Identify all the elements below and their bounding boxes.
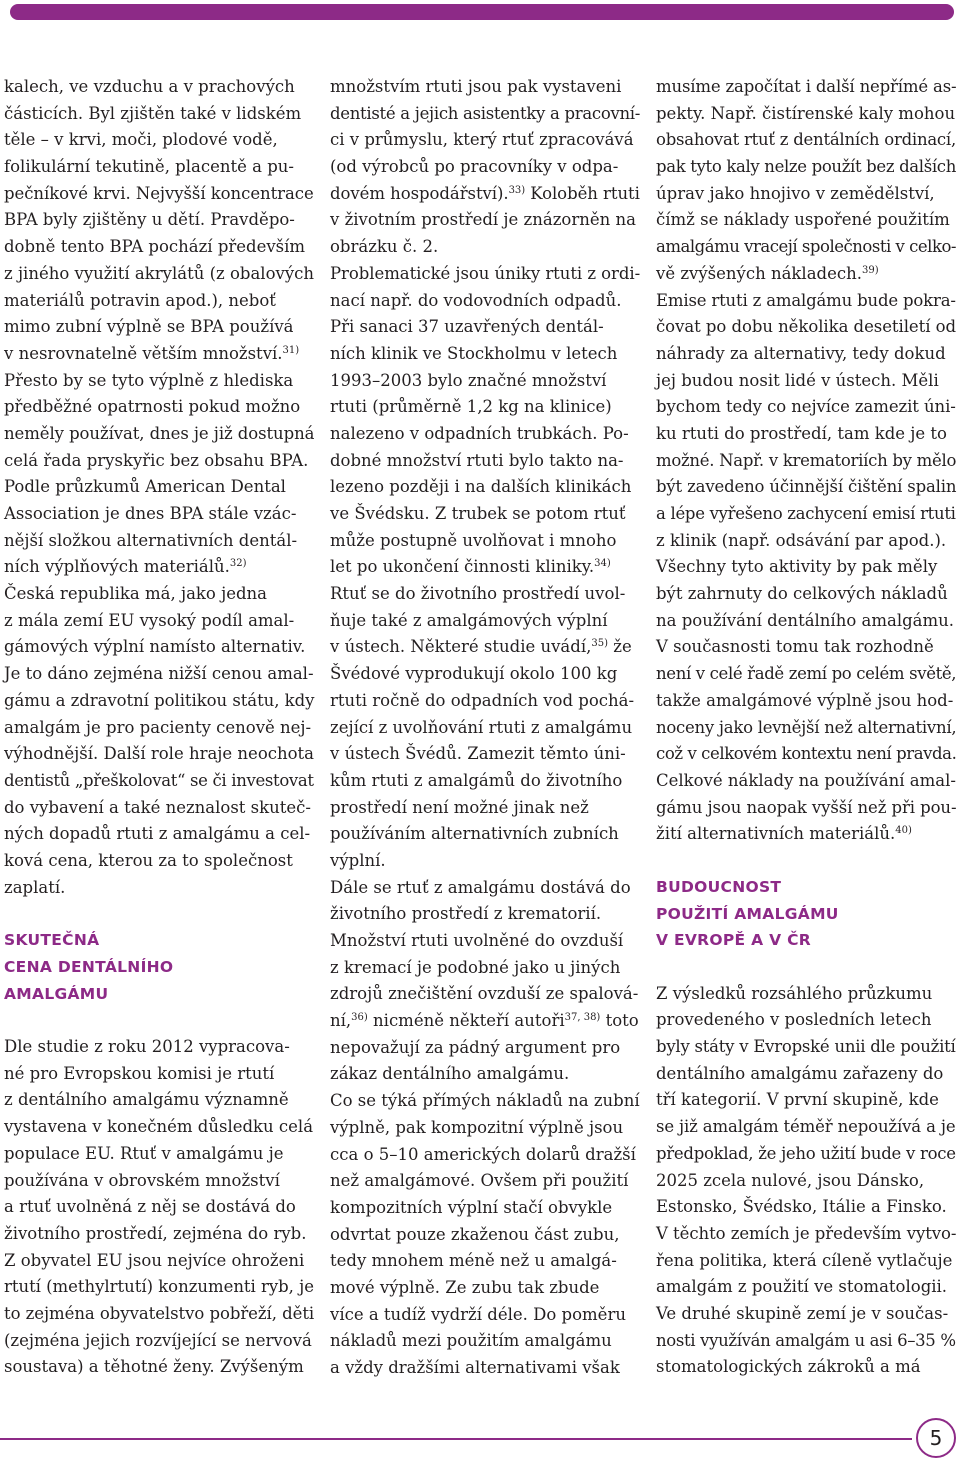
paragraph-line: životního prostředí z krematorií. (330, 904, 602, 924)
paragraph-line: dobně tento BPA pochází především (4, 237, 306, 257)
paragraph-line: Z výsledků rozsáhlého průzkumu (656, 983, 933, 1003)
paragraph-line: gámu a zdravotní politikou státu, kdy (4, 690, 315, 710)
section-heading-line: AMALGÁMU (4, 984, 109, 1003)
text-column-3 (656, 74, 956, 1381)
paragraph-line: stomatologických zákroků a má (656, 1357, 921, 1377)
paragraph-line: ních klinik ve Stockholmu v letech (330, 343, 618, 363)
paragraph-line: rtuti ročně do odpadních vod pochá- (330, 690, 635, 710)
paragraph-line: Association je dnes BPA stále vzác- (4, 504, 297, 523)
paragraph-line: né pro Evropskou komisi je rtutí (4, 1063, 275, 1083)
paragraph-line: se již amalgám téměř nepoužívá a je (656, 1117, 956, 1137)
paragraph-line: dentistů „přeškolovat“ se či investovat (4, 770, 314, 790)
paragraph-line: mové výplně. Ze zubu tak zbude (330, 1277, 600, 1297)
paragraph-line: mimo zubní výplně se BPA používá (4, 317, 294, 337)
citation-reference: 36) (351, 1012, 368, 1024)
paragraph-line: z mála zemí EU vysoký podíl amal- (4, 610, 295, 630)
paragraph-line: ku rtuti do prostředí, tam kde je to (656, 423, 947, 443)
paragraph-line: vystavena v konečném důsledku celá (4, 1117, 314, 1137)
paragraph-line: z kremací je podobné jako u jiných (330, 957, 621, 977)
paragraph-line (656, 821, 956, 848)
paragraph-line: pak tyto kaly nelze použít bez dalších (656, 157, 956, 177)
section-spacer (4, 1007, 314, 1034)
paragraph-line: zející z uvolňování rtuti z amalgámu (330, 717, 633, 737)
paragraph-line: Přesto by se tyto výplně z hlediska (4, 370, 294, 390)
text-segment: v ústech. Některé studie uvádí, (330, 637, 592, 657)
paragraph-line: (od výrobců po pracovníky v odpa- (330, 157, 619, 177)
paragraph-line: rtutí (methylrtutí) konzumenti ryb, je (4, 1277, 314, 1297)
paragraph-line: Celkové náklady na používání amal- (656, 770, 956, 790)
paragraph-line: pekty. Např. čistírenské kaly mohou (656, 103, 956, 123)
paragraph-line: těle – v krvi, moči, plodové vodě, (4, 130, 278, 150)
paragraph-line: zákaz dentálního amalgámu. (330, 1064, 570, 1084)
paragraph-line: což v celkovém kontextu není pravda. (656, 744, 957, 764)
text-column-1 (4, 74, 314, 1381)
text-segment: v nesrovnatelně větším množství. (4, 343, 283, 363)
paragraph-line: ci v průmyslu, který rtuť zpracovává (330, 130, 634, 150)
paragraph-line: kalech, ve vzduchu a v prachových (4, 77, 295, 96)
paragraph-line: ková cena, kterou za to společnost (4, 850, 293, 870)
paragraph-line: nací např. do vodovodních odpadů. (330, 290, 622, 310)
citation-reference: 39) (861, 264, 879, 276)
paragraph-line: z klinik (např. odsávání par apod.). (656, 530, 947, 550)
paragraph-line: v ústech Švédů. Zamezit těmto úni- (330, 744, 626, 764)
paragraph-line: kům rtuti z amalgámů do životního (330, 770, 623, 790)
paragraph-line: soustava) a těhotné ženy. Zvýšeným (4, 1357, 304, 1377)
paragraph-line: bychom tedy co nejvíce zamezit úni- (656, 397, 956, 417)
paragraph-line: amalgámu vracejí společnosti v celko- (656, 237, 956, 257)
section-heading-line: V EVROPĚ A V ČR (656, 931, 812, 950)
citation-reference: 34) (594, 558, 611, 570)
paragraph-line: (zejména jejich rozvíjející se nervová (4, 1330, 312, 1350)
paragraph-line: Všechny tyto aktivity by pak měly (656, 557, 938, 577)
paragraph-line: gámu jsou naopak vyšší než při pou- (656, 797, 957, 817)
paragraph-line: Emise rtuti z amalgámu bude pokra- (656, 290, 956, 310)
paragraph-line: čovat po dobu několika desetiletí od (656, 317, 956, 337)
paragraph-line: zdrojů znečištění ovzduší ze spalová- (330, 984, 639, 1004)
citation-reference: 32) (229, 558, 247, 570)
citation-reference: 40) (895, 825, 912, 837)
paragraph-line: 2025 zcela nulové, jsou Dánsko, (656, 1170, 925, 1190)
paragraph-line: používána v obrovském množství (4, 1170, 280, 1190)
paragraph-line: čímž se náklady uspořené použitím (656, 210, 950, 230)
paragraph-line: náhrady za alternativy, tedy dokud (656, 343, 946, 363)
section-spacer (4, 901, 314, 927)
text-segment: let po ukončení činnosti kliniky. (330, 557, 595, 577)
citation-reference: 31) (282, 344, 300, 356)
paragraph-line: pečníkové krvi. Nejvyšší koncentrace (4, 183, 314, 203)
paragraph-line: jej budou nosit lidé v ústech. Měli (656, 370, 939, 390)
paragraph-line: být zahrnuty do celkových nákladů (656, 584, 948, 604)
section-spacer (656, 954, 956, 981)
paragraph-line: z jiného využití akrylátů (z obalových (4, 263, 315, 283)
paragraph-line: používáním alternativních zubních (330, 824, 619, 844)
paragraph-line: Z obyvatel EU jsou nejvíce ohroženi (4, 1250, 305, 1270)
paragraph-line: předpoklad, že jeho užití bude v roce (656, 1143, 956, 1163)
paragraph-line: gámových výplní namísto alternativ. (4, 637, 306, 657)
text-segment: vě zvýšených nákladech. (656, 263, 862, 283)
paragraph-line (330, 554, 640, 581)
paragraph-line: lezeno později i na dalších klinikách (330, 477, 632, 497)
paragraph-line: a lépe vyřešeno zachycení emisí rtuti (656, 504, 956, 523)
paragraph-line: ve Švédsku. Z trubek se potom rtuť (330, 504, 626, 523)
paragraph-line: tedy mnohem méně než u amalgá- (330, 1251, 617, 1271)
paragraph-line: dentálního amalgámu zařazeny do (656, 1063, 944, 1083)
paragraph-line: ňuje také z amalgámových výplní (330, 610, 608, 630)
paragraph-line: V současnosti tomu tak rozhodně (656, 637, 934, 657)
citation-reference: 35) (591, 638, 608, 650)
paragraph-line: populace EU. Rtuť v amalgámu je (4, 1143, 284, 1163)
section-spacer (656, 848, 956, 874)
section-heading-line: SKUTEČNÁ (4, 931, 100, 950)
text-segment: žití alternativních materiálů. (656, 824, 896, 844)
paragraph-line: v životním prostředí je znázorněn na (330, 210, 636, 230)
citation-reference: 37, 38) (564, 1012, 601, 1024)
paragraph-line (330, 634, 640, 661)
paragraph-line (330, 1008, 640, 1035)
paragraph-line: amalgám je pro pacienty cenově nej- (4, 717, 312, 737)
paragraph-line: Rtuť se do životního prostředí uvol- (330, 584, 626, 604)
text-segment: Koloběh rtuti (525, 183, 640, 203)
paragraph-line: materiálů potravin apod.), neboť (4, 290, 276, 310)
paragraph-line: dobné množství rtuti bylo takto na- (330, 450, 624, 470)
paragraph-line: životního prostředí, zejména do ryb. (4, 1223, 307, 1243)
text-segment: nicméně někteří autoři (367, 1011, 565, 1031)
paragraph-line: úprav jako hnojivo v zemědělství, (656, 183, 935, 203)
paragraph-line (4, 341, 314, 368)
text-segment: ní, (330, 1011, 352, 1031)
paragraph-line: to zejména obyvatelstvo pobřeží, děti (4, 1303, 315, 1323)
text-column-2 (330, 74, 640, 1382)
paragraph-line: Co se týká přímých nákladů na zubní (330, 1091, 640, 1111)
paragraph-line: více a tudíž vydrží déle. Do poměru (330, 1304, 626, 1324)
paragraph-line: výhodnější. Další role hraje neochota (4, 744, 315, 764)
page-number: 5 (929, 1426, 943, 1450)
text-segment: ních výplňových materiálů. (4, 557, 230, 577)
paragraph-line: Problematické jsou úniky rtuti z ordi- (330, 263, 641, 283)
paragraph-line: musíme započítat i další nepřímé as- (656, 77, 957, 96)
paragraph-line: nější složkou alternativních dentál- (4, 530, 298, 550)
paragraph-line: amalgám z použití ve stomatologii. (656, 1277, 948, 1297)
paragraph-line: nákladů mezi použitím amalgámu (330, 1331, 612, 1351)
text-segment: že (608, 637, 632, 657)
paragraph-line: tří kategorií. V první skupině, kde (656, 1090, 939, 1110)
paragraph-line: obsahovat rtuť z dentálních ordinací, (656, 130, 956, 150)
paragraph-line: a rtuť uvolněná z něj se dostává do (4, 1197, 296, 1217)
paragraph-line: není v celé řadě zemí po celém světě, (656, 664, 957, 684)
paragraph-line: ných dopadů rtuti z amalgámu a cel- (4, 824, 311, 844)
page-number-badge (916, 1418, 956, 1458)
footer-rule (0, 1438, 912, 1440)
paragraph-line: rtuti (průměrně 1,2 kg na klinice) (330, 397, 612, 417)
paragraph-line: nalezeno v odpadních trubkách. Po- (330, 423, 629, 443)
paragraph-line: Je to dáno zejména nižší cenou amal- (4, 664, 314, 684)
paragraph-line: možné. Např. v krematoriích by mělo (656, 450, 957, 470)
paragraph-line: výplní. (330, 850, 386, 870)
paragraph-line: do vybavení a také neznalost skuteč- (4, 797, 311, 817)
section-heading-line: BUDOUCNOST (656, 877, 782, 896)
paragraph-line: výplně, pak kompozitní výplně jsou (330, 1117, 624, 1137)
paragraph-line: Ve druhé skupině zemí je v součas- (656, 1303, 949, 1323)
paragraph-line: Švédové vyprodukují okolo 100 kg (330, 664, 618, 684)
paragraph-line (656, 261, 956, 288)
paragraph-line: kompozitních výplní stačí obvykle (330, 1197, 613, 1217)
paragraph-line: BPA byly zjištěny u dětí. Pravděpo- (4, 210, 295, 230)
paragraph-line: Při sanaci 37 uzavřených dentál- (330, 317, 604, 337)
paragraph-line: množstvím rtuti jsou pak vystaveni (330, 77, 622, 96)
top-decorative-bar (10, 4, 954, 20)
paragraph-line: byly státy v Evropské unii dle použití (656, 1037, 956, 1057)
paragraph-line: odvrtat pouze zkaženou část zubu, (330, 1224, 620, 1244)
paragraph-line: být zavedeno účinnější čištění spalin (656, 477, 957, 497)
paragraph-line: Česká republika má, jako jedna (4, 584, 267, 604)
paragraph-line: na používání dentálního amalgámu. (656, 610, 955, 630)
paragraph-line: nepovažují za pádný argument pro (330, 1037, 621, 1057)
paragraph-line: Dle studie z roku 2012 vypracova- (4, 1037, 290, 1057)
paragraph-line: a vždy dražšími alternativami však (330, 1358, 620, 1377)
section-heading-line: CENA DENTÁLNÍHO (4, 958, 174, 976)
paragraph-line: noceny jako levnější než alternativní, (656, 717, 957, 737)
text-segment: toto (600, 1011, 639, 1031)
paragraph-line: takže amalgámové výplně jsou hod- (656, 690, 954, 710)
paragraph-line: Množství rtuti uvolněné do ovzduší (330, 931, 624, 950)
paragraph-line: cca o 5–10 amerických dolarů dražší (330, 1144, 636, 1164)
paragraph-line: celá řada pryskyřic bez obsahu BPA. (4, 450, 309, 470)
paragraph-line (330, 181, 640, 208)
paragraph-line: Dále se rtuť z amalgámu dostává do (330, 877, 631, 897)
paragraph-line: řena politika, která cíleně vytlačuje (656, 1250, 953, 1270)
paragraph-line: obrázku č. 2. (330, 237, 439, 257)
paragraph-line: nosti využíván amalgám u asi 6–35 % (656, 1330, 956, 1350)
paragraph-line: prostředí není možné jinak než (330, 797, 589, 817)
paragraph-line: dentisté a jejich asistentky a pracovní- (330, 103, 641, 123)
citation-reference: 33) (508, 184, 526, 196)
text-segment: dovém hospodářství). (330, 183, 509, 203)
paragraph-line: zaplatí. (4, 877, 66, 897)
paragraph-line: Podle průzkumů American Dental (4, 477, 286, 497)
paragraph-line: provedeného v posledních letech (656, 1010, 932, 1030)
paragraph-line: V těchto zemích je především vytvo- (656, 1223, 957, 1243)
paragraph-line: Estonsko, Švédsko, Itálie a Finsko. (656, 1197, 947, 1217)
section-heading-line: POUŽITÍ AMALGÁMU (656, 904, 839, 923)
paragraph-line: neměly používat, dnes je již dostupná (4, 423, 315, 443)
paragraph-line: může postupně uvolňovat i mnoho (330, 530, 617, 550)
paragraph-line: částicích. Byl zjištěn také v lidském (4, 103, 302, 123)
paragraph-line: z dentálního amalgámu významně (4, 1090, 289, 1110)
paragraph-line: 1993–2003 bylo značné množství (330, 370, 607, 390)
paragraph-line (4, 554, 314, 581)
paragraph-line: než amalgámové. Ovšem při použití (330, 1171, 629, 1191)
paragraph-line: folikulární tekutině, placentě a pu- (4, 157, 294, 177)
paragraph-line: předběžné opatrnosti pokud možno (4, 397, 301, 417)
